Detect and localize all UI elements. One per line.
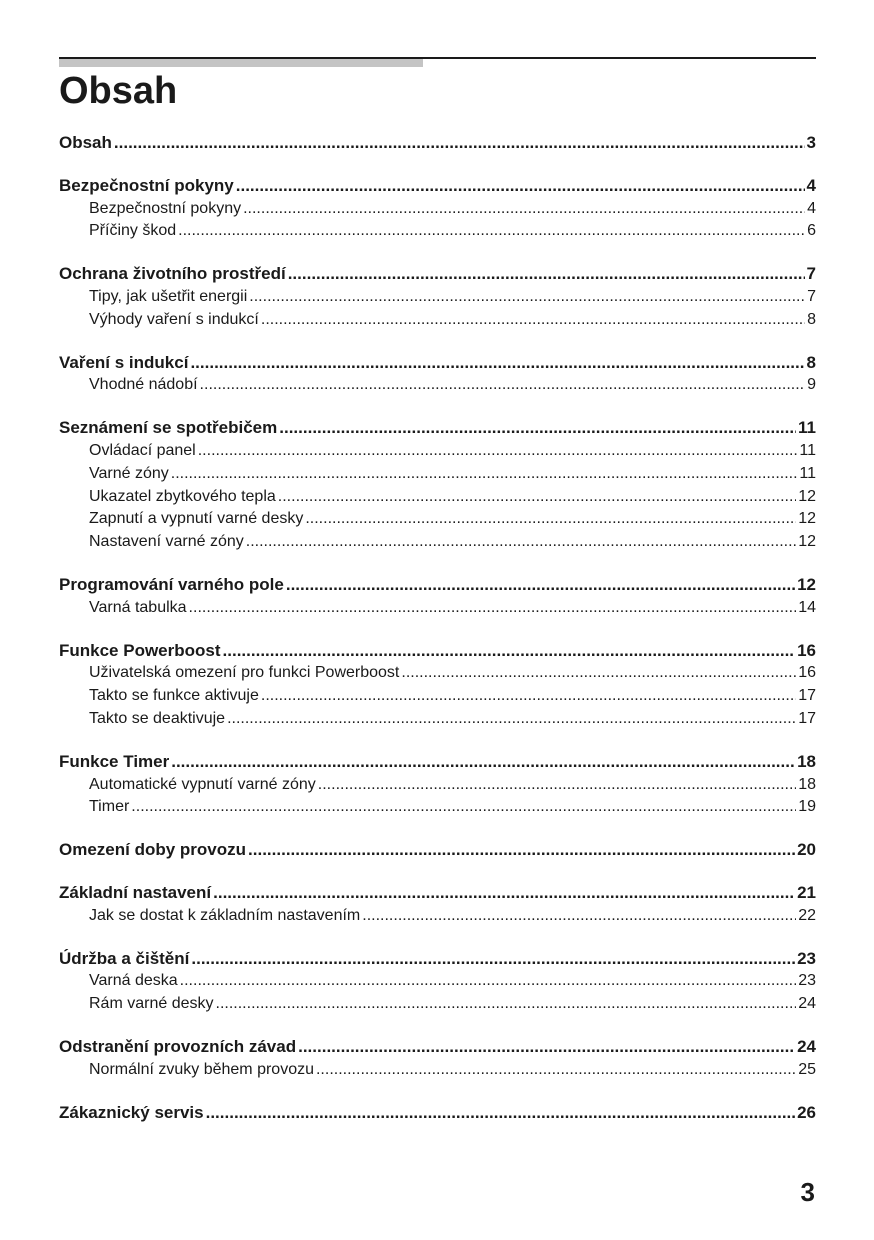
dot-leader [191, 948, 795, 971]
toc-entry-page: 8 [807, 310, 816, 328]
toc-entry-title: Bezpečnostní pokyny [89, 199, 242, 217]
toc-subsection-entry[interactable] [59, 905, 816, 928]
toc-entry-title: Timer [89, 798, 130, 816]
toc-entry-page: 16 [797, 640, 816, 660]
toc-section-entry[interactable] [59, 175, 816, 198]
toc-entry-page: 20 [797, 840, 816, 860]
toc-entry-title: Takto se deaktivuje [89, 709, 226, 727]
dot-leader [278, 486, 796, 509]
section-gap [59, 862, 816, 882]
toc-subsection-entry[interactable] [59, 685, 816, 708]
section-gap [59, 397, 816, 417]
toc-entry-page: 25 [798, 1060, 816, 1078]
toc-entry-title: Varná tabulka [89, 598, 187, 616]
toc-subsection-entry[interactable] [59, 597, 816, 620]
toc-entry-page: 7 [807, 287, 816, 305]
toc-entry-title: Údržba a čištění [59, 948, 190, 968]
toc-section-entry[interactable] [59, 352, 816, 375]
toc-subsection-entry[interactable] [59, 309, 816, 332]
page-title: Obsah [59, 70, 178, 112]
toc-entry-title: Jak se dostat k základním nastavením [89, 906, 361, 924]
toc-section [59, 640, 816, 731]
toc-entry-title: Základní nastavení [59, 882, 212, 902]
toc-entry-page: 4 [806, 175, 816, 195]
dot-leader [178, 220, 805, 243]
dot-leader [198, 440, 798, 463]
dot-leader [243, 198, 805, 221]
dot-leader [171, 751, 795, 774]
toc-section-entry[interactable] [59, 1036, 816, 1059]
toc-section-entry[interactable] [59, 1102, 816, 1125]
toc-entry-page: 16 [798, 664, 816, 682]
toc-entry-page: 3 [806, 133, 816, 152]
dot-leader [261, 685, 796, 708]
toc-section [59, 574, 816, 620]
dot-leader [223, 640, 796, 663]
page-number: 3 [800, 1177, 815, 1207]
toc-entry-title: Zapnutí a vypnutí varné desky [89, 510, 304, 528]
toc-entry-title: Rám varné desky [89, 995, 214, 1013]
toc-section [59, 948, 816, 1016]
toc-entry-page: 12 [798, 487, 816, 505]
section-gap [59, 928, 816, 948]
section-gap [59, 155, 816, 175]
dot-leader [261, 309, 805, 332]
toc-entry-page: 23 [797, 948, 816, 968]
toc-section-entry[interactable] [59, 839, 816, 862]
toc-entry-page: 24 [798, 995, 816, 1013]
toc-entry-title: Ovládací panel [89, 441, 196, 459]
dot-leader [318, 774, 796, 797]
toc-subsection-entry[interactable] [59, 286, 816, 309]
toc-entry-page: 21 [797, 882, 816, 902]
toc-subsection-entry[interactable] [59, 796, 816, 819]
toc-entry-title: Bezpečnostní pokyny [59, 175, 234, 195]
toc-entry-title: Příčiny škod [89, 222, 177, 240]
toc-subsection-entry[interactable] [59, 508, 816, 531]
toc-entry-title: Nastavení varné zóny [89, 533, 244, 551]
toc-entry-title: Uživatelská omezení pro funkci Powerboost [89, 664, 400, 682]
toc-section-entry[interactable] [59, 263, 816, 286]
toc-section [59, 1036, 816, 1082]
section-gap [59, 620, 816, 640]
dot-leader [213, 882, 795, 905]
toc-subsection-entry[interactable] [59, 220, 816, 243]
toc-subsection-entry[interactable] [59, 970, 816, 993]
toc-entry-title: Funkce Powerboost [59, 640, 221, 660]
dot-leader [171, 463, 798, 486]
toc-section-entry[interactable] [59, 574, 816, 597]
section-gap [59, 1016, 816, 1036]
toc-entry-title: Tipy, jak ušetřit energii [89, 287, 248, 305]
dot-leader [200, 374, 806, 397]
section-gap [59, 731, 816, 751]
toc-entry-title: Funkce Timer [59, 751, 170, 771]
toc-section [59, 352, 816, 398]
toc-entry-page: 24 [797, 1036, 816, 1056]
toc-entry-page: 8 [806, 352, 816, 372]
dot-leader [114, 132, 805, 155]
toc-entry-title: Normální zvuky během provozu [89, 1060, 314, 1078]
toc-section [59, 1102, 816, 1125]
dot-leader [249, 286, 805, 309]
dot-leader [180, 970, 797, 993]
toc-entry-page: 17 [798, 709, 816, 727]
dot-leader [248, 839, 795, 862]
dot-leader [216, 993, 797, 1016]
header-accent-bar [59, 59, 423, 67]
dot-leader [362, 905, 796, 928]
toc-section [59, 882, 816, 928]
toc-entry-title: Automatické vypnutí varné zóny [89, 775, 316, 793]
toc-section [59, 839, 816, 862]
toc-entry-page: 12 [798, 510, 816, 528]
toc-entry-title: Ukazatel zbytkového tepla [89, 487, 276, 505]
section-gap [59, 332, 816, 352]
toc-entry-title: Omezení doby provozu [59, 840, 247, 860]
toc-entry-title: Varné zóny [89, 464, 169, 482]
dot-leader [316, 1059, 796, 1082]
table-of-contents [59, 132, 816, 1124]
toc-section-entry[interactable] [59, 132, 816, 155]
toc-entry-page: 7 [806, 264, 816, 284]
toc-entry-page: 23 [798, 972, 816, 990]
toc-entry-page: 12 [798, 533, 816, 551]
dot-leader [288, 263, 805, 286]
toc-entry-page: 11 [799, 464, 816, 482]
dot-leader [286, 574, 795, 597]
toc-subsection-entry[interactable] [59, 774, 816, 797]
dot-leader [189, 597, 797, 620]
toc-entry-title: Výhody vaření s indukcí [89, 310, 259, 328]
toc-section [59, 263, 816, 331]
section-gap [59, 1082, 816, 1102]
dot-leader [206, 1102, 795, 1125]
toc-entry-title: Programování varného pole [59, 574, 284, 594]
toc-entry-title: Ochrana životního prostředí [59, 264, 286, 284]
dot-leader [298, 1036, 795, 1059]
toc-entry-title: Obsah [59, 133, 112, 152]
toc-section-entry[interactable] [59, 417, 816, 440]
toc-entry-page: 12 [797, 574, 816, 594]
toc-subsection-entry[interactable] [59, 708, 816, 731]
toc-section [59, 751, 816, 819]
section-gap [59, 554, 816, 574]
toc-entry-page: 9 [807, 376, 816, 394]
toc-entry-page: 11 [798, 418, 816, 438]
toc-section-entry[interactable] [59, 882, 816, 905]
dot-leader [305, 508, 796, 531]
toc-subsection-entry[interactable] [59, 486, 816, 509]
toc-section-entry[interactable] [59, 948, 816, 971]
toc-entry-page: 26 [797, 1102, 816, 1122]
toc-subsection-entry[interactable] [59, 1059, 816, 1082]
toc-section [59, 417, 816, 554]
toc-entry-title: Zákaznický servis [59, 1102, 204, 1122]
dot-leader [279, 417, 796, 440]
toc-entry-page: 19 [798, 798, 816, 816]
toc-section-entry[interactable] [59, 640, 816, 663]
toc-entry-title: Odstranění provozních závad [59, 1036, 297, 1056]
toc-subsection-entry[interactable] [59, 531, 816, 554]
toc-entry-title: Takto se funkce aktivuje [89, 687, 259, 705]
dot-leader [190, 352, 804, 375]
toc-subsection-entry[interactable] [59, 198, 816, 221]
toc-subsection-entry[interactable] [59, 993, 816, 1016]
toc-entry-title: Vhodné nádobí [89, 376, 198, 394]
dot-leader [131, 796, 796, 819]
dot-leader [227, 708, 796, 731]
toc-subsection-entry[interactable] [59, 374, 816, 397]
section-gap [59, 819, 816, 839]
toc-section [59, 132, 816, 155]
toc-entry-title: Varná deska [89, 972, 178, 990]
toc-subsection-entry[interactable] [59, 662, 816, 685]
dot-leader [236, 175, 805, 198]
toc-entry-page: 22 [798, 906, 816, 924]
toc-entry-page: 18 [797, 751, 816, 771]
toc-entry-page: 6 [807, 222, 816, 240]
section-gap [59, 243, 816, 263]
toc-entry-page: 11 [799, 441, 816, 459]
toc-entry-page: 14 [798, 598, 816, 616]
toc-subsection-entry[interactable] [59, 463, 816, 486]
toc-entry-page: 17 [798, 687, 816, 705]
dot-leader [401, 662, 796, 685]
toc-subsection-entry[interactable] [59, 440, 816, 463]
toc-entry-page: 4 [807, 199, 816, 217]
toc-section [59, 175, 816, 243]
dot-leader [246, 531, 796, 554]
toc-entry-page: 18 [798, 775, 816, 793]
toc-section-entry[interactable] [59, 751, 816, 774]
toc-entry-title: Seznámení se spotřebičem [59, 418, 278, 438]
toc-entry-title: Vaření s indukcí [59, 352, 189, 372]
